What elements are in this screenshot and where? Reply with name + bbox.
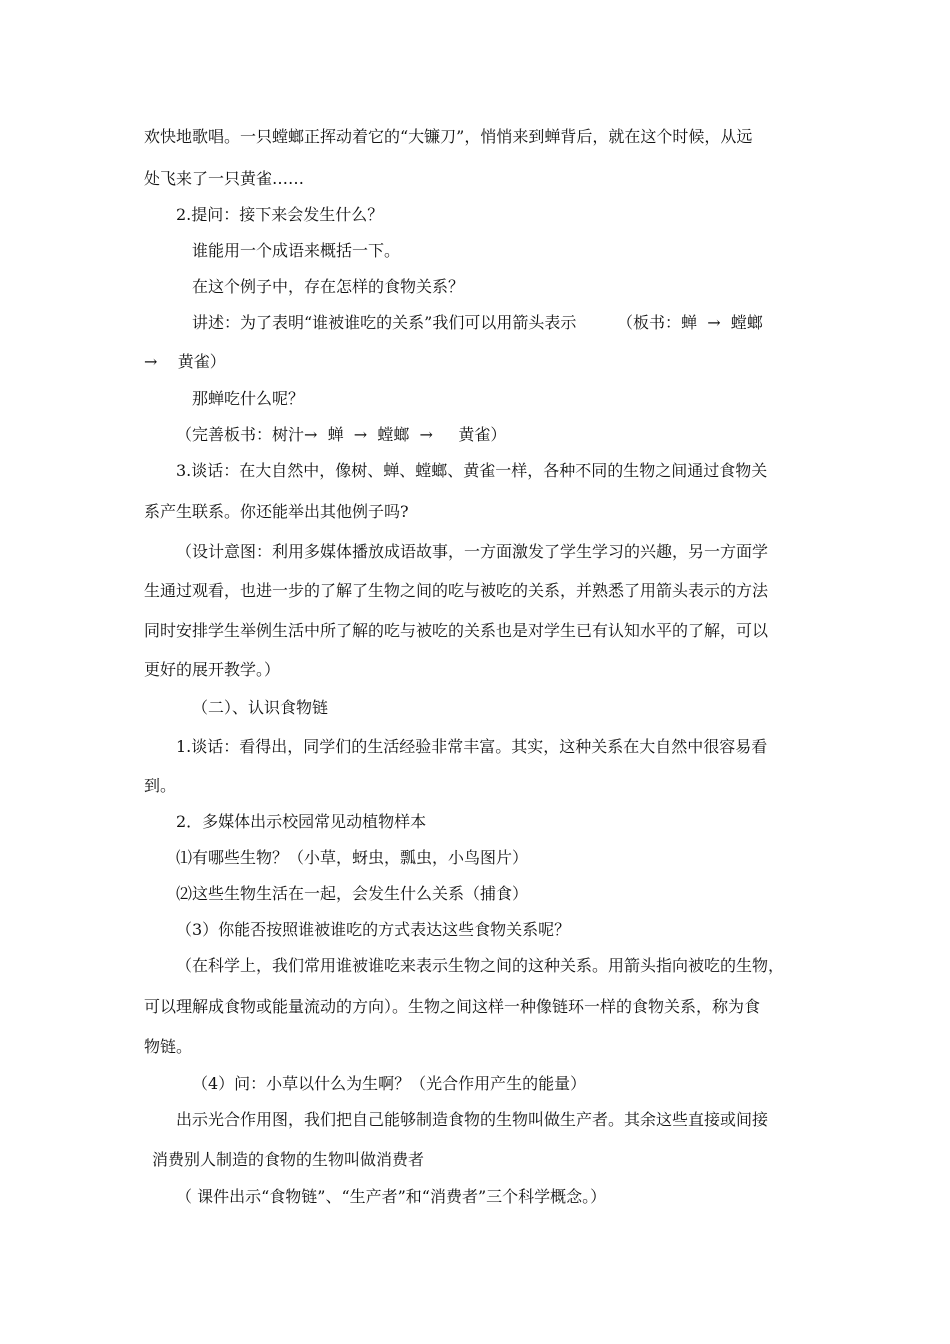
text-line: 可以理解成食物或能量流动的方向）。生物之间这样一种像链环一样的食物关系，称为食 bbox=[144, 997, 761, 1016]
text-line: 那蝉吃什么呢？ bbox=[192, 389, 305, 408]
text-line: （在科学上，我们常用谁被谁吃来表示生物之间的这种关系。用箭头指向被吃的生物， bbox=[176, 956, 785, 975]
text-line: （完善板书：树汁→ 蝉 → 螳螂 → 黄雀） bbox=[176, 425, 507, 444]
text-line: 欢快地歌唱。一只螳螂正挥动着它的“大镰刀”，悄悄来到蝉背后，就在这个时候，从远 bbox=[144, 127, 753, 146]
text-line: 更好的展开教学。） bbox=[144, 660, 281, 679]
text-line: 2．多媒体出示校园常见动植物样本 bbox=[176, 812, 427, 831]
text-line: 1.谈话：看得出，同学们的生活经验非常丰富。其实，这种关系在大自然中很容易看 bbox=[176, 737, 768, 756]
text-line: ⑴有哪些生物？（小草，蚜虫，瓢虫，小鸟图片） bbox=[176, 848, 529, 867]
text-line: 2.提问：接下来会发生什么？ bbox=[176, 205, 384, 224]
text-line: 讲述：为了表明“谁被谁吃的关系”我们可以用箭头表示 （板书：蝉 → 螳螂 bbox=[192, 313, 763, 332]
text-line: → 黄雀） bbox=[144, 352, 226, 371]
text-line: （ 课件出示“食物链”、“生产者”和“消费者”三个科学概念。） bbox=[176, 1187, 607, 1206]
text-line: 消费别人制造的食物的生物叫做消费者 bbox=[152, 1150, 425, 1169]
text-line: 物链。 bbox=[144, 1037, 193, 1056]
text-line: 生通过观看，也进一步的了解了生物之间的吃与被吃的关系，并熟悉了用箭头表示的方法 bbox=[144, 581, 769, 600]
section-heading: （二）、认识食物链 bbox=[192, 698, 329, 717]
text-line: 处飞来了一只黄雀…… bbox=[144, 169, 305, 188]
text-line: 谁能用一个成语来概括一下。 bbox=[192, 241, 401, 260]
text-line: 在这个例子中，存在怎样的食物关系？ bbox=[192, 277, 465, 296]
text-line: （4）问：小草以什么为生啊？（光合作用产生的能量） bbox=[192, 1074, 587, 1093]
text-line: 出示光合作用图，我们把自己能够制造食物的生物叫做生产者。其余这些直接或间接 bbox=[176, 1110, 769, 1129]
text-line: 同时安排学生举例生活中所了解的吃与被吃的关系也是对学生已有认知水平的了解，可以 bbox=[144, 621, 769, 640]
text-line: 到。 bbox=[144, 776, 177, 795]
text-line: ⑵这些生物生活在一起，会发生什么关系（捕食） bbox=[176, 884, 529, 903]
text-line: 3.谈话：在大自然中，像树、蝉、螳螂、黄雀一样，各种不同的生物之间通过食物关 bbox=[176, 461, 768, 480]
text-line: 系产生联系。你还能举出其他例子吗? bbox=[144, 502, 409, 521]
text-line: （3）你能否按照谁被谁吃的方式表达这些食物关系呢？ bbox=[176, 920, 571, 939]
text-line: （设计意图：利用多媒体播放成语故事，一方面激发了学生学习的兴趣，另一方面学 bbox=[176, 542, 769, 561]
